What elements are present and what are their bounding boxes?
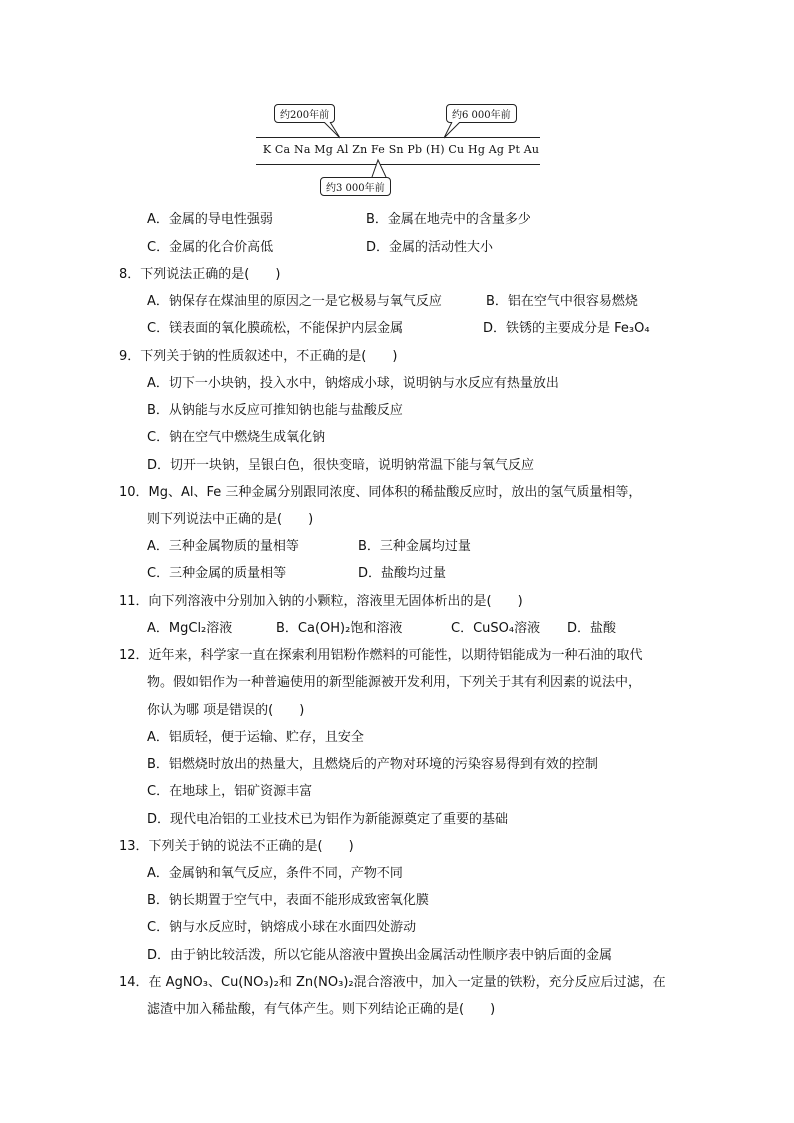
q11-option-b: B．Ca(OH)₂饱和溶液: [276, 621, 403, 636]
q12-option-d: D．现代电冶铝的工业技术已为铝作为新能源奠定了重要的基础: [147, 812, 509, 827]
q7-option-c: C．金属的化合价高低: [147, 240, 274, 255]
q13-option-c: C．钠与水反应时，钠熔成小球在水面四处游动: [147, 920, 417, 935]
q12-option-c: C．在地球上，铝矿资源丰富: [147, 784, 313, 799]
callout-3000-years: 约3 000年前: [320, 177, 391, 196]
q7-option-d: D．金属的活动性大小: [366, 240, 494, 255]
q12-option-b: B．铝燃烧时放出的热量大，且燃烧后的产物对环境的污染容易得到有效的控制: [147, 757, 598, 772]
q10-option-b: B．三种金属均过量: [358, 539, 471, 554]
q7-option-b: B．金属在地壳中的含量多少: [366, 212, 531, 227]
callout-pointer-3000: [366, 158, 396, 178]
q8-option-a: A．钠保存在煤油里的原因之一是它极易与氧气反应: [147, 294, 442, 309]
q8-option-d: D．铁锈的主要成分是 Fe₃O₄: [483, 321, 650, 336]
q12-stem-line2: 物。假如铝作为一种普遍使用的新型能源被开发利用，下列关于其有利因素的说法中，: [147, 675, 642, 690]
q12-stem-line1: 12．近年来，科学家一直在探索利用铝粉作燃料的可能性，以期待铝能成为一种石油的取代: [119, 648, 643, 663]
q12-stem-line3: 你认为哪 项是错误的( ): [147, 703, 305, 718]
q8-option-c: C．镁表面的氧化膜疏松，不能保护内层金属: [147, 321, 404, 336]
q9-option-d: D．切开一块钠，呈银白色，很快变暗，说明钠常温下能与氧气反应: [147, 458, 535, 473]
q9-option-b: B．从钠能与水反应可推知钠也能与盐酸反应: [147, 403, 403, 418]
callout-6000-years: 约6 000年前: [446, 104, 517, 123]
q14-stem-line2: 滤渣中加入稀盐酸，有气体产生。则下列结论正确的是( ): [147, 1002, 496, 1017]
q11-option-d: D．盐酸: [567, 621, 617, 636]
q9-option-a: A．切下一小块钠，投入水中，钠熔成小球，说明钠与水反应有热量放出: [147, 376, 559, 391]
q9-option-c: C．钠在空气中燃烧生成氧化钠: [147, 430, 326, 445]
q13-option-a: A．金属钠和氧气反应，条件不同，产物不同: [147, 866, 403, 881]
q14-stem-line1: 14．在 AgNO₃、Cu(NO₃)₂和 Zn(NO₃)₂混合溶液中，加入一定量的铁粉，充分反应后过滤，在: [119, 975, 666, 990]
q8-stem: 8．下列说法正确的是( ): [119, 267, 281, 282]
timeline-top-rule: [256, 137, 540, 138]
q12-option-a: A．铝质轻，便于运输、贮存，且安全: [147, 730, 364, 745]
q9-stem: 9．下列关于钠的性质叙述中，不正确的是( ): [119, 349, 398, 364]
q11-stem: 11．向下列溶液中分别加入钠的小颗粒，溶液里无固体析出的是( ): [119, 594, 523, 609]
q11-option-c: C．CuSO₄溶液: [451, 621, 541, 636]
q8-option-b: B．铝在空气中很容易燃烧: [486, 294, 638, 309]
q10-option-d: D．盐酸均过量: [358, 566, 447, 581]
q10-option-a: A．三种金属物质的量相等: [147, 539, 299, 554]
metal-sequence: K Ca Na Mg Al Zn Fe Sn Pb (H) Cu Hg Ag Pt Au: [262, 143, 540, 156]
metal-activity-timeline: [256, 100, 546, 200]
q11-option-a: A．MgCl₂溶液: [147, 621, 233, 636]
q10-stem-line1: 10．Mg、Al、Fe 三种金属分别跟同浓度、同体积的稀盐酸反应时，放出的氢气质量相等，: [119, 485, 642, 500]
timeline-bottom-rule: [256, 164, 540, 165]
q7-option-a: A．金属的导电性强弱: [147, 212, 273, 227]
q13-option-b: B．钠长期置于空气中，表面不能形成致密氧化膜: [147, 893, 429, 908]
q10-option-c: C．三种金属的质量相等: [147, 566, 287, 581]
q10-stem-line2: 则下列说法中正确的是( ): [147, 512, 314, 527]
q13-option-d: D．由于钠比较活泼，所以它能从溶液中置换出金属活动性顺序表中钠后面的金属: [147, 948, 613, 963]
q13-stem: 13．下列关于钠的说法不正确的是( ): [119, 839, 354, 854]
callout-200-years: 约200年前: [274, 104, 335, 123]
